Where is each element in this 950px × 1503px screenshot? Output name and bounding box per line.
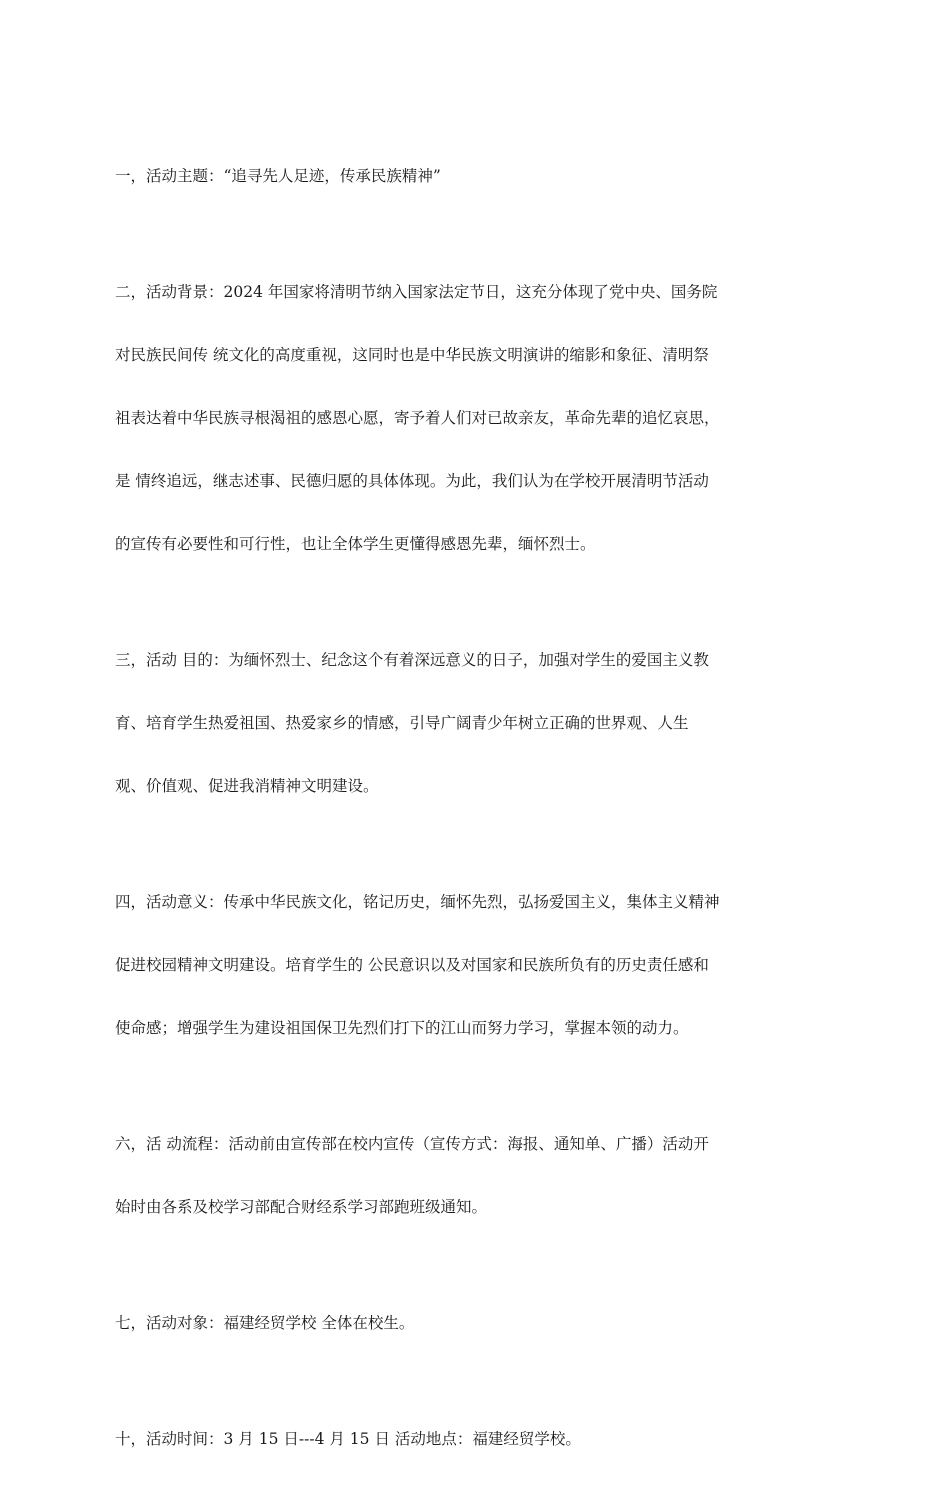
text-line: 的宣传有必要性和可行性，也让全体学生更懂得感恩先辈，缅怀烈士。	[115, 535, 596, 553]
paragraph-time-location	[115, 1387, 840, 1492]
text-line: 十，活动时间：3 月 15 日---4 月 15 日 活动地点：福建经贸学校。	[115, 1430, 581, 1448]
text-line: 四，活动意义：传承中华民族文化，铭记历史，缅怀先烈，弘扬爱国主义，集体主义精神	[115, 893, 720, 911]
paragraph-significance	[115, 850, 840, 1081]
text-line: 始时由各系及校学习部配合财经系学习部跑班级通知。	[115, 1198, 488, 1216]
paragraph-audience	[115, 1271, 840, 1376]
text-line: 对民族民间传 统文化的高度重视，这同时也是中华民族文明演讲的缩影和象征、清明祭	[115, 346, 709, 364]
text-line: 育、培育学生热爱祖国、热爱家乡的情感，引导广阔青少年树立正确的世界观、人生	[115, 714, 689, 732]
text-line: 观、价值观、促进我消精神文明建设。	[115, 777, 379, 795]
paragraph-process	[115, 1092, 840, 1260]
paragraph-background	[115, 240, 840, 597]
text-line: 六，活 动流程：活动前由宣传部在校内宣传（宣传方式：海报、通知单、广播）活动开	[115, 1135, 709, 1153]
text-line: 一，活动主题：“追寻先人足迹，传承民族精神”	[115, 167, 441, 185]
text-line: 七，活动对象：福建经贸学校 全体在校生。	[115, 1314, 415, 1332]
paragraph-theme	[115, 124, 840, 229]
text-line: 二，活动背景：2024 年国家将清明节纳入国家法定节日，这充分体现了党中央、国务院	[115, 283, 718, 301]
text-line: 祖表达着中华民族寻根渴祖的感恩心愿，寄予着人们对已故亲友，革命先辈的追忆哀思，	[115, 409, 720, 427]
paragraph-purpose	[115, 608, 840, 839]
text-line: 三，活动 目的：为缅怀烈士、纪念这个有着深远意义的日子，加强对学生的爱国主义教	[115, 651, 709, 669]
text-line: 使命感；增强学生为建设祖国保卫先烈们打下的江山而努力学习，掌握本领的动力。	[115, 1019, 689, 1037]
document-body	[115, 124, 840, 1503]
text-line: 促进校园精神文明建设。培育学生的 公民意识以及对国家和民族所负有的历史责任感和	[115, 956, 709, 974]
text-line: 是 情终追远，继志述事、民德归愿的具体体现。为此，我们认为在学校开展清明节活动	[115, 472, 709, 490]
